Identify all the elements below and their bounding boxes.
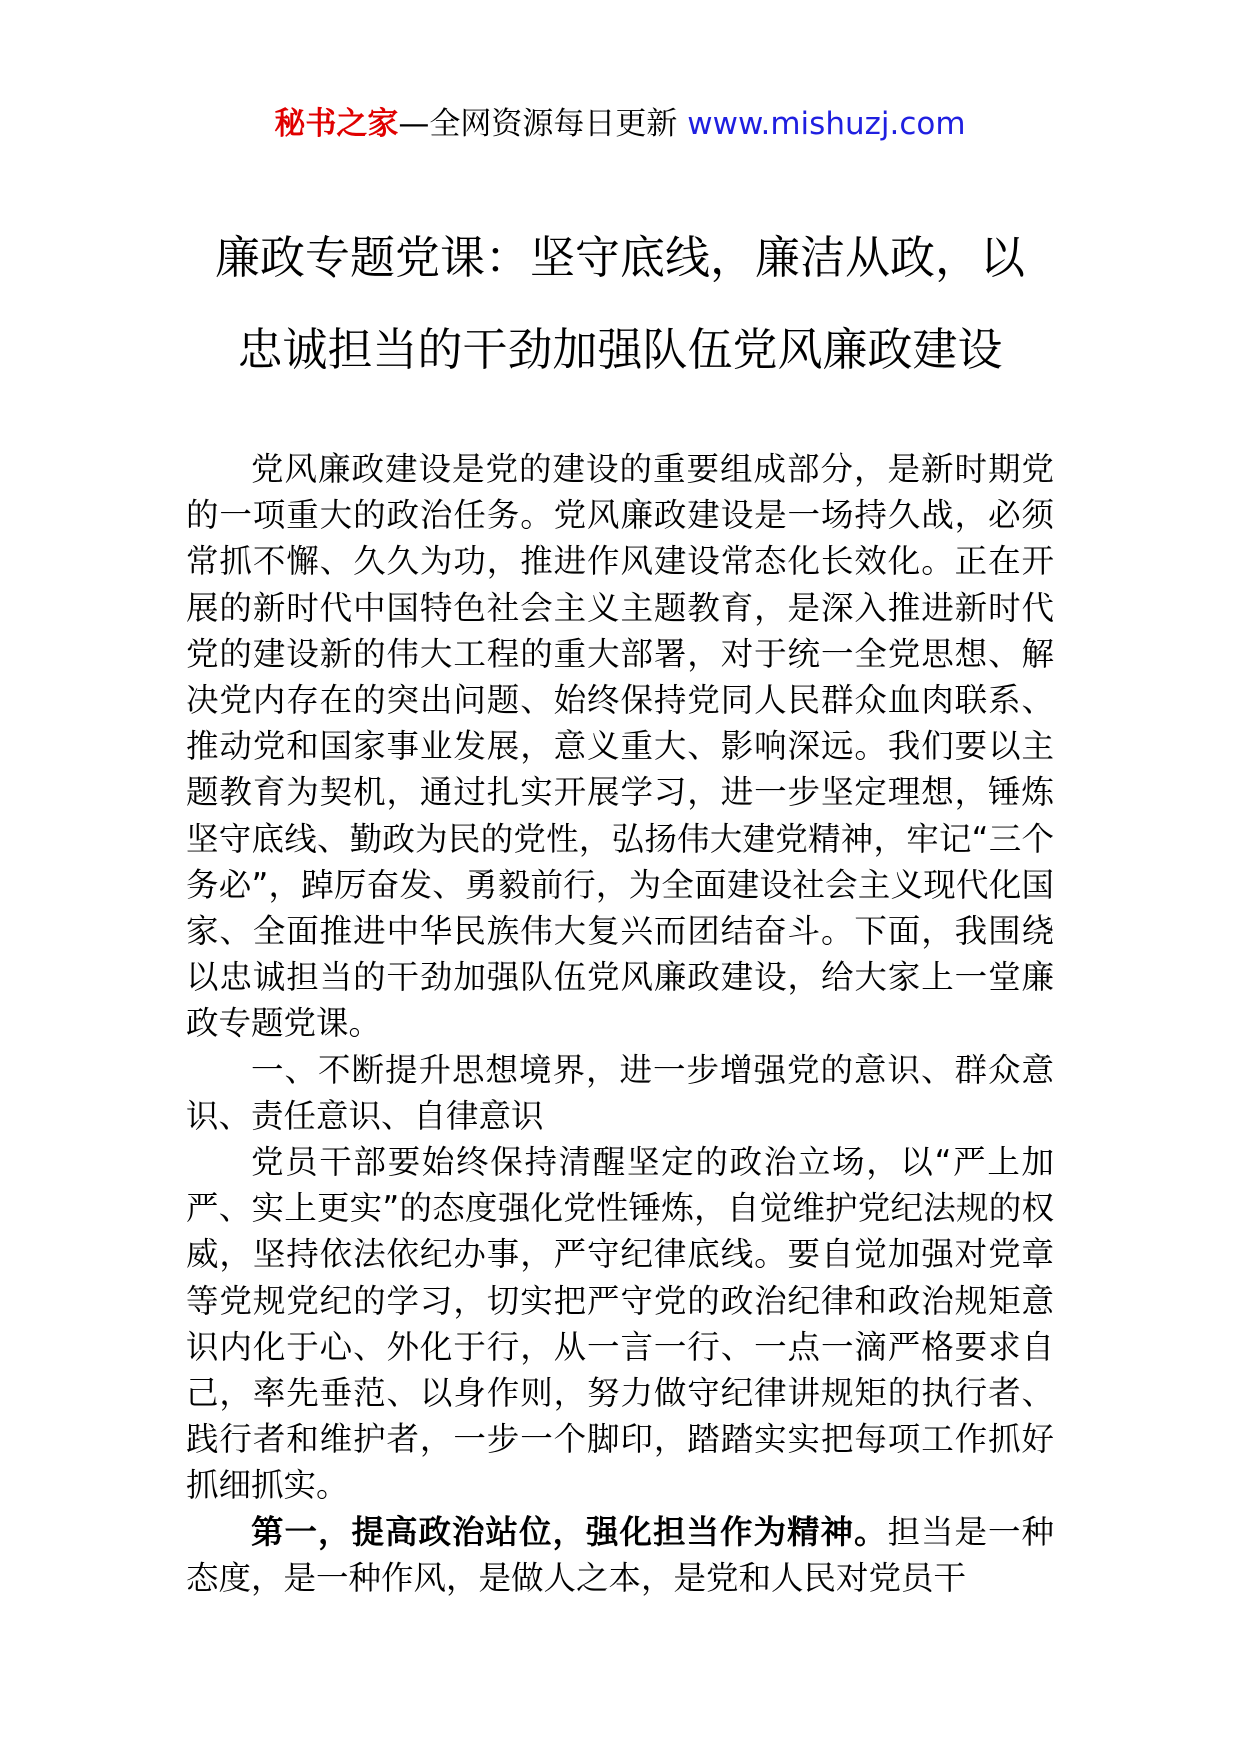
brand-name: 秘书之家 [274, 106, 399, 142]
point-1-text: 担当是一种态度，是一种作风，是做人之本，是党和人民对党员干 [186, 1512, 1054, 1597]
title-line-1: 廉政专题党课：坚守底线，廉洁从政，以 [214, 231, 1025, 284]
site-url-link[interactable]: www.mishuzj.com [687, 106, 966, 142]
site-header [0, 104, 1240, 144]
point-1-lead: 第一，提高政治站位，强化担当作为精神。 [251, 1512, 888, 1551]
section-heading-1: 一、不断提升思想境界，进一步增强党的意识、群众意识、责任意识、自律意识 [186, 1050, 1054, 1135]
document-body [186, 446, 1054, 1601]
paragraph-point-1 [186, 1509, 1054, 1601]
paragraph-section-1: 党员干部要始终保持清醒坚定的政治立场，以“严上加严、实上更实”的态度强化党性锤炼，自觉维护党纪法规的权威，坚持依法依纪办事，严守纪律底线。要自觉加强对党章等党规党纪的学习，切实把严守党的政治纪律和政治规矩意识内化于心、外化于行，从一言一行、一点一滴严格要求自己，率先垂范、以身作则，努力做守纪律讲规矩的执行者、践行者和维护者，一步一个脚印，踏踏实实把每项工作抓好抓细抓实。 [186, 1143, 1054, 1505]
header-tagline: —全网资源每日更新 [398, 106, 688, 142]
document-title [150, 212, 1090, 396]
paragraph-intro: 党风廉政建设是党的建设的重要组成部分，是新时期党的一项重大的政治任务。党风廉政建设是一场持久战，必须常抓不懈、久久为功，推进作风建设常态化长效化。正在开展的新时代中国特色社会主义主题教育，是深入推进新时代党的建设新的伟大工程的重大部署，对于统一全党思想、解决党内存在的突出问题、始终保持党同人民群众血肉联系、推动党和国家事业发展，意义重大、影响深远。我们要以主题教育为契机，通过扎实开展学习，进一步坚定理想，锤炼坚守底线、勤政为民的党性，弘扬伟大建党精神，牢记“三个务必”，踔厉奋发、勇毅前行，为全面建设社会主义现代化国家、全面推进中华民族伟大复兴而团结奋斗。下面，我围绕以忠诚担当的干劲加强队伍党风廉政建设，给大家上一堂廉政专题党课。 [186, 450, 1054, 1043]
title-line-2: 忠诚担当的干劲加强队伍党风廉政建设 [237, 323, 1003, 376]
